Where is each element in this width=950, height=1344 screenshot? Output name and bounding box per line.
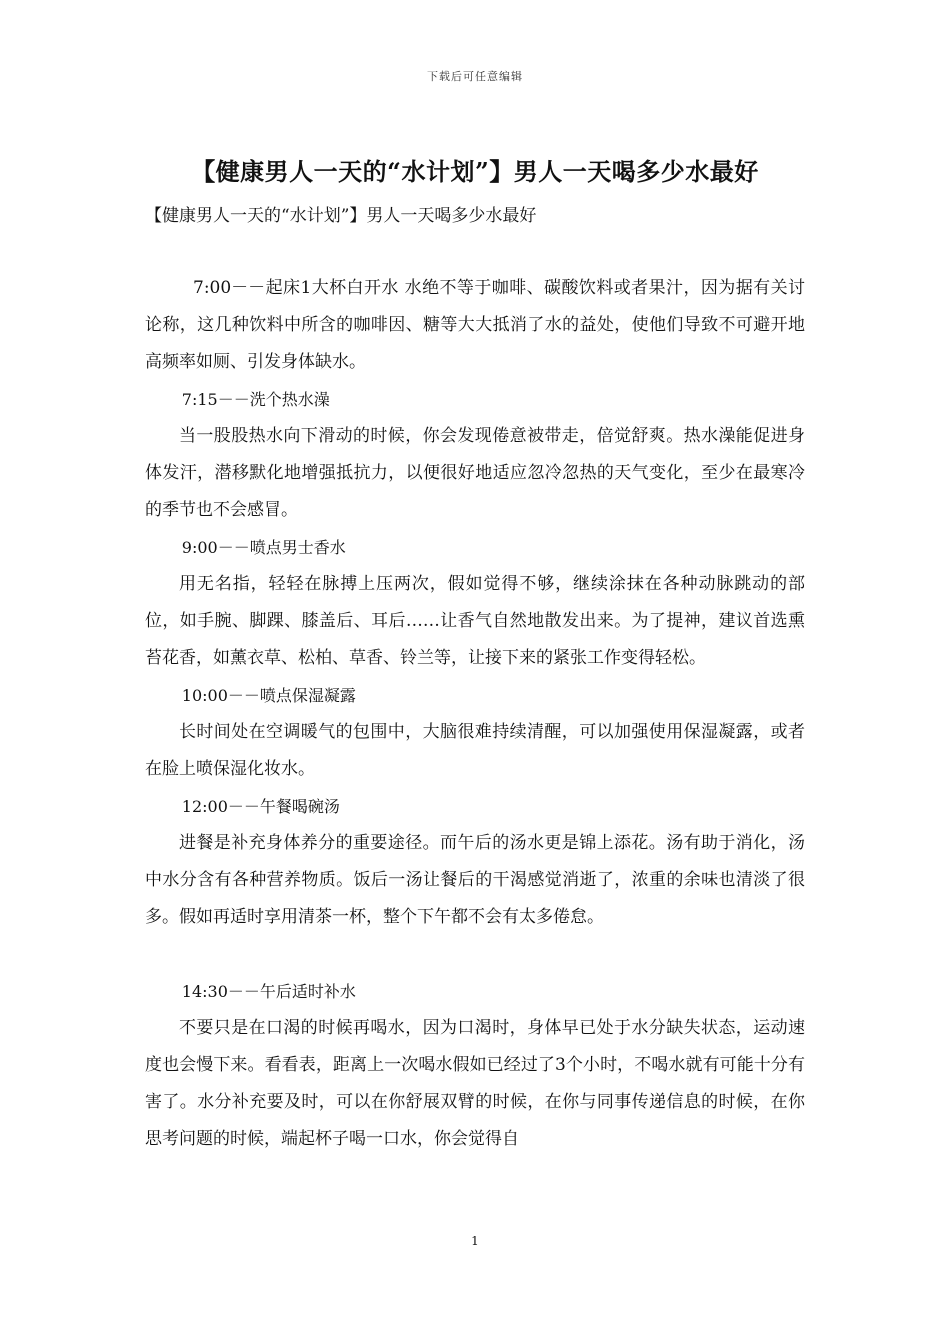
- page-number: 1: [471, 1234, 479, 1248]
- section-body-0715: 当一股股热水向下滑动的时候，你会发现倦意被带走，倍觉舒爽。热水澡能促进身体发汗，潜移默化地增强抵抗力，以便很好地适应忽冷忽热的天气变化，至少在最寒冷的季节也不会感冒。: [145, 426, 805, 520]
- page-header-note: 下载后可任意编辑: [427, 70, 523, 83]
- document-subtitle: 【健康男人一天的“水计划”】男人一天喝多少水最好: [145, 206, 537, 226]
- section-body-1430: 不要只是在口渴的时候再喝水，因为口渴时，身体早已处于水分缺失状态，运动速度也会慢下来。看看表，距离上一次喝水假如已经过了3个小时，不喝水就有可能十分有害了。水分补充要及时，可以在你舒展双臂的时候，在你与同事传递信息的时候，在你思考问题的时候，端起杯子喝一口水，你会觉得自: [145, 1018, 805, 1149]
- section-heading-1000: 10:00－－喷点保湿凝露: [181, 686, 356, 705]
- section-body-1200: 进餐是补充身体养分的重要途径。而午后的汤水更是锦上添花。汤有助于消化，汤中水分含有各种营养物质。饭后一汤让餐后的干渴感觉消逝了，浓重的余味也清淡了很多。假如再适时享用清茶一杯，整个下午都不会有太多倦怠。: [145, 833, 805, 927]
- section-heading-0900: 9:00－－喷点男士香水: [181, 538, 346, 557]
- section-body-0900: 用无名指，轻轻在脉搏上压两次，假如觉得不够，继续涂抹在各种动脉跳动的部位，如手腕、脚踝、膝盖后、耳后……让香气自然地散发出来。为了提神，建议首选熏苔花香，如薰衣草、松柏、草香、铃兰等，让接下来的紧张工作变得轻松。: [145, 574, 805, 668]
- document-body: [145, 270, 805, 1158]
- section-heading-1200: 12:00－－午餐喝碗汤: [181, 797, 340, 816]
- section-heading-1430: 14:30－－午后适时补水: [181, 982, 356, 1001]
- intro-paragraph: 7:00－－起床1大杯白开水 水绝不等于咖啡、碳酸饮料或者果汁，因为据有关讨论称，这几种饮料中所含的咖啡因、糖等大大抵消了水的益处，使他们导致不可避开地高频率如厕、引发身体缺水。: [145, 278, 805, 372]
- section-heading-0715: 7:15－－洗个热水澡: [181, 390, 330, 409]
- section-body-1000: 长时间处在空调暖气的包围中，大脑很难持续清醒，可以加强使用保湿凝露，或者在脸上喷保湿化妆水。: [145, 722, 805, 779]
- document-title: 【健康男人一天的“水计划”】男人一天喝多少水最好: [191, 157, 759, 186]
